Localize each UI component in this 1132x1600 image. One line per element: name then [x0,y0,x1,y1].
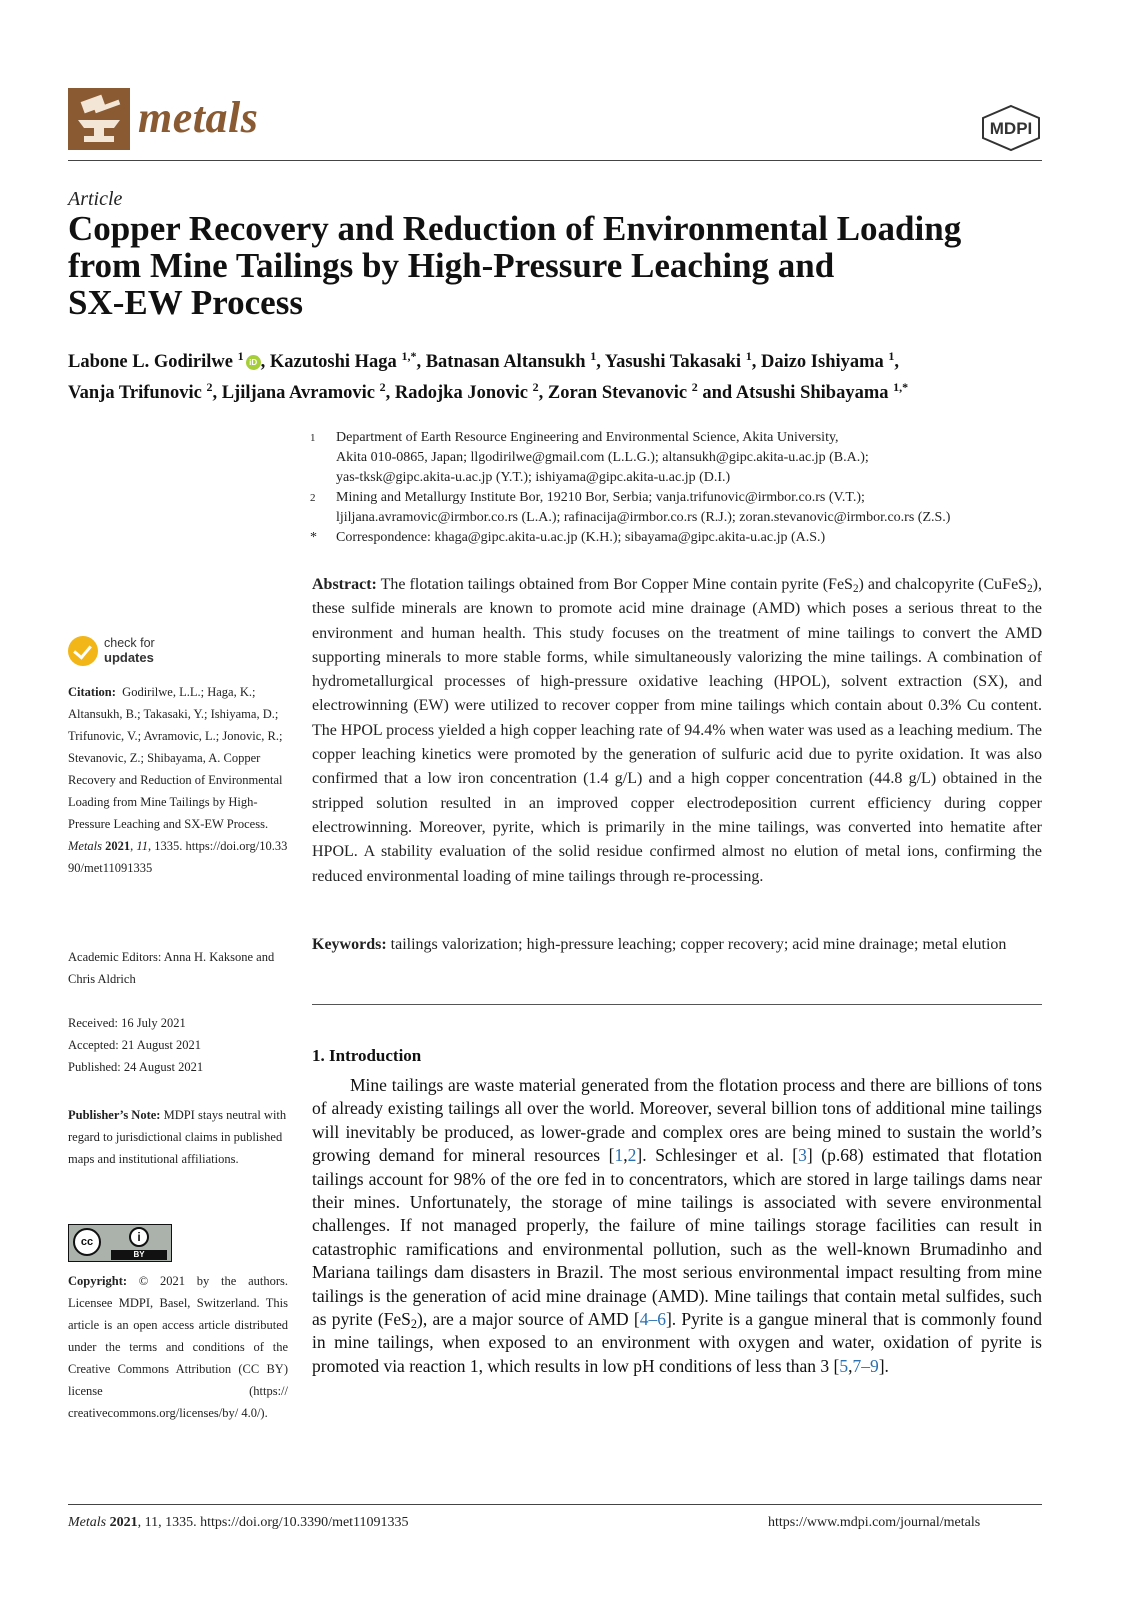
author-name[interactable]: Yasushi Takasaki [604,352,742,373]
academic-editors: Academic Editors: Anna H. Kaksone and Chris Aldrich [68,950,275,986]
affiliation-line: Akita 010-0865, Japan; llgodirilwe@gmail.com (L.L.G.); altansukh@gipc.akita-u.ac.jp (B.A.); [336,450,869,465]
subscript: 2 [852,582,859,595]
affiliation-1 [310,428,1050,488]
author-list: Labone L. Godirilwe $^1$ iD , Kazutoshi Haga $^{1,*}$, Batnasan Altansukh $^1$, Yasushi Takasaki $^1$, Daizo Ishiyama $^1$, Vanja Trifunovic $^2$, Ljiljana Avramovic $^2$, Radojka Jonovic $^2$, Zoran Stevanovic $^2$ and Atsushi Shibayama $^{1,*}$ [68,349,909,404]
intro-text: ] (p.68) estimated that flotation tailings account for 98% of the ore fed in to concentrators, which are stored in large tailings dams near their mines. Unfortunately, the storage of mine tailings is associated with severe environmental challenges. If not managed properly, the failure of mine tailings storage facilities can result in catastrophic ramifications and environmental pollution, such as the well-known Brumadinho and Mariana tailings dam disasters in Brazil. The most serious environmental impact resulting from mine tailings is the generation of acid mine drainage (AMD). Mine tailings that contain metal sulfides, such as pyrite (FeS [312,1145,1043,1330]
citation-journal: Metals [68,839,103,853]
publisher-note-label: Publisher’s Note: [68,1108,161,1122]
keywords-text: tailings valorization; high-pressure leaching; copper recovery; acid mine drainage; metal elution [386,936,1007,953]
footer-doi[interactable]: , 11, 1335. https://doi.org/10.3390/met11091335 [137,1515,409,1530]
citation-text: Godirilwe, L.L.; Haga, K.; Altansukh, B.; Takasaki, Y.; Ishiyama, D.; Trifunovic, V.; Avramovic, L.; Jonovic, R.; Stevanovic, Z.; Shibayama, A. Copper Recovery and Reduction of Environmental Loading from Mine Tailings by High-Pressure Leaching and SX-EW Process. [68,685,283,831]
intro-text: ]. [878,1355,889,1376]
abstract [312,573,1042,889]
affiliation-2 [310,488,1050,528]
author-name[interactable]: Labone L. Godirilwe [68,352,233,373]
journal-name: metals [138,93,259,142]
received-date: Received: 16 July 2021 [68,1016,186,1030]
keywords [312,933,1042,957]
abstract-label: Abstract: [312,576,377,593]
affiliation-mark: * [310,530,317,545]
author-affil: 1 [888,349,895,363]
cc-icon: cc [73,1228,101,1256]
author-affil: 1 [745,349,752,363]
author-name[interactable]: Atsushi Shibayama [735,383,889,404]
citation-label: Citation: [68,685,116,699]
title-line: Copper Recovery and Reduction of Environmental Loading [68,209,962,248]
publisher-name: MDPI [989,119,1033,138]
footer-year: 2021 [109,1515,138,1530]
checkmark-icon [68,636,98,666]
abstract-text: ) and chalcopyrite (CuFeS [858,576,1028,593]
author-affil: 2 [206,380,213,395]
footer-divider [68,1504,1042,1505]
cc-by-license-icon[interactable] [68,1224,172,1262]
citation-volume: 11 [136,839,148,853]
intro-text: ), are a major source of AMD [ [417,1309,640,1330]
citation-link[interactable]: 1 [614,1145,624,1166]
affiliation-line: Correspondence: khaga@gipc.akita-u.ac.jp (K.H.); sibayama@gipc.akita-u.ac.jp (A.S.) [336,530,826,545]
title-line: from Mine Tailings by High-Pressure Leaching and [68,246,835,285]
mdpi-logo-icon [980,104,1042,157]
metals-logo-icon [68,88,130,150]
by-label: BY [111,1250,167,1260]
affiliation-mark: 2 [310,492,316,504]
affiliation-line: ljiljana.avramovic@irmbor.co.rs (L.A.); rafinacija@irmbor.co.rs (R.J.); zoran.stevanovic@irmbor.co.rs (Z.S.) [336,510,951,525]
attribution-person-icon: i [129,1227,149,1247]
citation: Citation: Godirilwe, L.L.; Haga, K.; Altansukh, B.; Takasaki, Y.; Ishiyama, D.; Trifunovic, V.; Avramovic, L.; Jonovic, R.; Stevanovic, Z.; Shibayama, A. Copper Recovery and Reduction of Environmental Loading from Mine Tailings by High-Pressure Leaching and SX-EW Process. Metals 2021, 11, 1335. https://doi.org/10.3390/met11091335 [68,685,288,875]
introduction-text [312,1074,1042,1378]
citation-link[interactable]: 7–9 [852,1355,879,1376]
section-divider [312,1004,1042,1005]
affiliation-line: yas-tksk@gipc.akita-u.ac.jp (Y.T.); ishiyama@gipc.akita-u.ac.jp (D.I.) [336,470,731,485]
author-name[interactable]: Vanja Trifunovic [68,383,202,404]
orcid-icon[interactable]: iD [246,355,261,370]
author-affil: 1 [237,349,244,363]
author-name[interactable]: Zoran Stevanovic [547,383,688,404]
article-type: Article [68,188,123,210]
journal-url-link[interactable]: https://www.mdpi.com/journal/metals [768,1515,981,1530]
author-affil: 1 [590,349,597,363]
intro-text: ]. Schlesinger et al. [ [636,1145,799,1166]
author-name[interactable]: Radojka Jonovic [394,383,528,404]
accepted-date: Accepted: 21 August 2021 [68,1038,201,1052]
citation-link[interactable]: 2 [627,1145,637,1166]
intro-text: , [623,1145,628,1166]
copyright-label: Copyright: [68,1274,128,1288]
copyright [68,1270,288,1424]
subscript: 2 [1027,582,1033,595]
updates-label: updates [104,650,154,665]
author-affil: 2 [379,380,386,395]
author-name[interactable]: Batnasan Altansukh [425,352,586,373]
author-name[interactable]: Ljiljana Avramovic [221,383,375,404]
author-affil: 1,* [401,349,417,363]
footer-citation [68,1515,409,1531]
publication-dates [68,1012,288,1078]
intro-text: Mine tailings are waste material generated from the flotation process and there are billions of tons of already existing tailings all over the world. Moreover, several billion tons of additional mine tailings will inevitably be produced, as lower-grade and complex ores are being mined to sustain the world’s growing demand for mineral resources [ [312,1075,1042,1166]
affiliation-mark: 1 [310,432,316,444]
abstract-text: The flotation tailings obtained from Bor Copper Mine contain pyrite (FeS [376,576,853,593]
author-name[interactable]: Daizo Ishiyama [760,352,884,373]
affiliations [310,428,1050,548]
title-line: SX-EW Process [68,283,303,322]
check-label: check for [104,636,155,650]
published-date: Published: 24 August 2021 [68,1060,204,1074]
intro-text: , [848,1355,853,1376]
affiliation-line: Mining and Metallurgy Institute Bor, 19210 Bor, Serbia; vanja.trifunovic@irmbor.co.rs (V.T.); [336,490,865,505]
copyright-text: © 2021 by the authors. Licensee MDPI, Basel, Switzerland. This article is an open access article distributed under the terms and conditions of the Creative Commons Attribution (CC BY) license (https:// creativecommons.org/licenses/by/ 4.0/). [68,1274,289,1420]
author-affil: 2 [691,380,698,395]
citation-year: 2021 [105,839,131,853]
publisher-note [68,1104,288,1170]
author-name[interactable]: Kazutoshi Haga [269,352,397,373]
citation-link[interactable]: 3 [798,1145,807,1166]
header-divider [68,160,1042,161]
keywords-label: Keywords: [312,936,387,953]
article-title [68,210,1048,321]
check-for-updates-button[interactable] [68,634,178,670]
author-affil: 2 [532,380,539,395]
correspondence [310,528,1050,548]
section-heading: 1. Introduction [312,1046,422,1065]
citation-doi[interactable]: , 1335. https://doi.org/10.3390/met11091335 [68,839,288,875]
author-affil: 1,* [893,380,909,395]
intro-text: ]. Pyrite is a gangue mineral that is commonly found in mine tailings, when exposed to an environment with oxygen and water, oxidation of pyrite is promoted via reaction 1, which results in low pH conditions of less than 3 [ [312,1309,1042,1376]
abstract-text: ), these sulfide minerals are known to promote acid mine drainage (AMD) which poses a serious threat to the environment and human health. This study focuses on the treatment of mine tailings to convert the AMD supporting minerals to more stable forms, while simultaneously valorizing the mine tailings. A combination of hydrometallurgical processes of high-pressure oxidative leaching (HPOL), solvent extraction (SX), and electrowinning (EW) were utilized to recover copper from mine tailings which contain about 0.3% Cu content. The HPOL process yielded a high copper leaching rate of 94.4% when water was used as a leaching medium. The copper leaching kinetics were promoted by the generation of sulfuric acid due to pyrite oxidation. It was also confirmed that a low iron concentration (1.4 g/L) and a high copper concentration (44.8 g/L) obtained in the stripped solution resulted in an improved copper electrodeposition current efficiency during copper electrowinning. Moreover, pyrite, which is primarily in the mine tailings, was converted into hematite after HPOL. A stability evaluation of the solid residue confirmed almost no elution of metal ions, confirming the reduced environmental loading of mine tailings through re-processing. [312,576,1042,885]
affiliation-line: Department of Earth Resource Engineering and Environmental Science, Akita University, [336,430,839,445]
footer-journal: Metals [68,1515,107,1530]
publisher-note-text: MDPI stays neutral with regard to jurisdictional claims in published maps and institutional affiliations. [68,1108,287,1166]
citation-link[interactable]: 5 [839,1355,849,1376]
citation-link[interactable]: 4–6 [639,1309,666,1330]
subscript: 2 [410,1317,418,1332]
